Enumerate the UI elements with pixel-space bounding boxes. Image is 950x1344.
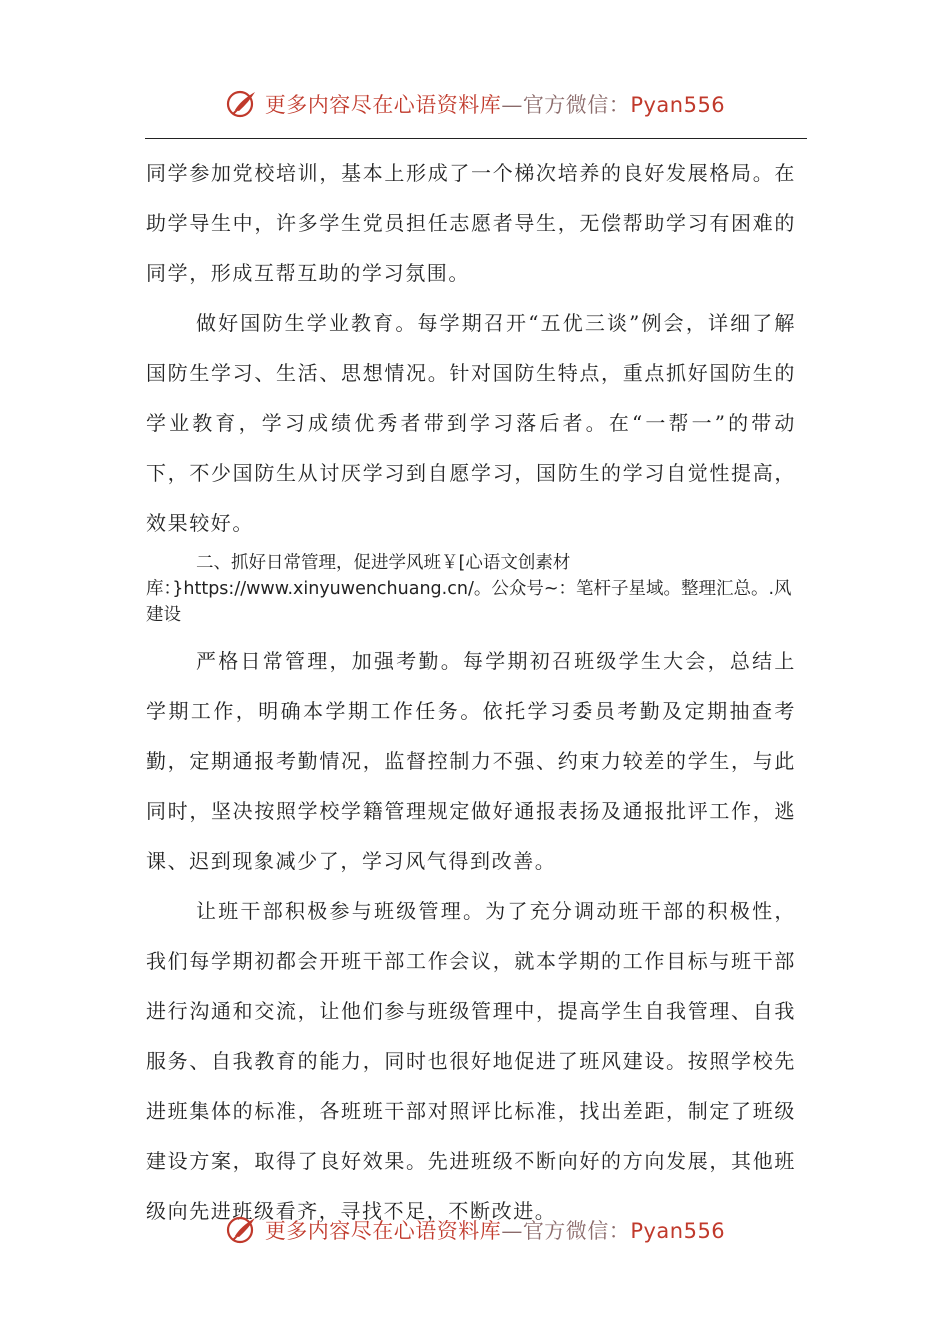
footer-text bbox=[265, 1215, 725, 1245]
footer-dash: — bbox=[501, 1219, 523, 1243]
header-divider bbox=[145, 138, 807, 139]
paragraph-party-school: 同学参加党校培训，基本上形成了一个梯次培养的良好发展格局。在助学导生中，许多学生党员担任志愿者导生，无偿帮助学习有困难的同学，形成互帮互助的学习氛围。 bbox=[146, 161, 796, 285]
footer-lead: 更多内容尽在心语资料库 bbox=[264, 1219, 502, 1243]
quill-logo-icon bbox=[225, 86, 261, 122]
section-heading: 二、抓好日常管理，促进学风班￥[心语文创素材库：}https://www.xinyuwenchuang.cn/。公众号~：笔杆子星域。整理汇总。.风建设 bbox=[146, 553, 792, 625]
header-lead: 更多内容尽在心语资料库 bbox=[264, 93, 502, 117]
paragraph-national-defense: 做好国防生学业教育。每学期召开“五优三谈”例会，详细了解国防生学习、生活、思想情况。针对国防生特点，重点抓好国防生的学业教育，学习成绩优秀者带到学习落后者。在“一帮一”的带动下，不少国防生从讨厌学习到自愿学习，国防生的学习自觉性提高，效果较好。 bbox=[146, 311, 796, 535]
header-dash: — bbox=[501, 93, 523, 117]
paragraph-class-cadres: 让班干部积极参与班级管理。为了充分调动班干部的积极性，我们每学期初都会开班干部工作会议，就本学期的工作目标与班干部进行沟通和交流，让他们参与班级管理中，提高学生自我管理、自我服务、自我教育的能力，同时也很好地促进了班风建设。按照学校先进班集体的标准，各班班干部对照评比标准，找出差距，制定了班级建设方案，取得了良好效果。先进班级不断向好的方向发展，其他班级向先进班级看齐，寻找不足，不断改进。 bbox=[146, 899, 796, 1223]
footer-wechat-id: Pyan556 bbox=[630, 1219, 726, 1243]
paragraph-attendance: 严格日常管理，加强考勤。每学期初召班级学生大会，总结上学期工作，明确本学期工作任务。依托学习委员考勤及定期抽查考勤，定期通报考勤情况，监督控制力不强、约束力较差的学生，与此同时，坚决按照学校学籍管理规定做好通报表扬及通报批评工作，逃课、迟到现象减少了，学习风气得到改善。 bbox=[146, 649, 796, 873]
document-body bbox=[146, 148, 796, 1236]
header-wechat-label: 官方微信： bbox=[522, 93, 631, 117]
header-banner bbox=[0, 82, 950, 126]
header-text bbox=[265, 89, 725, 119]
footer-banner bbox=[0, 1208, 950, 1252]
header-wechat-id: Pyan556 bbox=[630, 93, 726, 117]
footer-wechat-label: 官方微信： bbox=[522, 1219, 631, 1243]
quill-logo-icon bbox=[225, 1212, 261, 1248]
